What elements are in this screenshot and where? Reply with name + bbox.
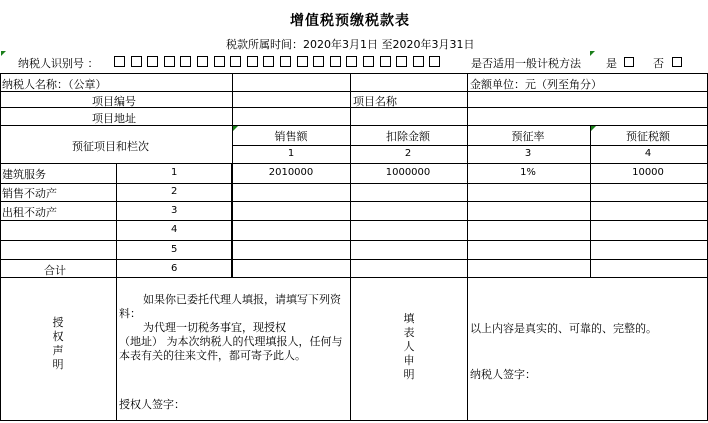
taxpayer-id-digit-box[interactable] — [313, 56, 324, 67]
column-header-label: 预征税额 — [626, 130, 670, 143]
cell-marker — [591, 126, 596, 131]
column-number: 1 — [287, 148, 295, 159]
row-index: 2 — [171, 186, 178, 197]
yes-checkbox[interactable] — [624, 57, 634, 67]
row-name: 合计 — [44, 264, 66, 277]
authorization-line1: 如果你已委托代理人填报，请填写下列资料： — [119, 293, 341, 320]
column-number: 3 — [524, 148, 532, 159]
no-checkbox[interactable] — [672, 57, 682, 67]
taxpayer-id-digit-box[interactable] — [164, 56, 175, 67]
amount-unit-label: 金额单位：元（列至角分） — [470, 78, 602, 91]
taxpayer-id-digit-box[interactable] — [413, 56, 424, 67]
taxpayer-id-digit-box[interactable] — [380, 56, 391, 67]
taxpayer-id-digit-box[interactable] — [346, 56, 357, 67]
prepay-items-header: 预征项目和栏次 — [72, 140, 149, 153]
taxpayer-id-digit-box[interactable] — [263, 56, 274, 67]
authorization-line2: 为代理一切税务事宜，现授权 — [143, 321, 286, 334]
yes-label: 是 — [606, 57, 617, 70]
row-tax-cell[interactable]: 10000 — [632, 167, 664, 178]
taxpayer-id-digit-box[interactable] — [363, 56, 374, 67]
cell-marker — [590, 51, 595, 56]
column-number: 2 — [404, 148, 412, 159]
general-method-question: 是否适用一般计税方法 — [471, 57, 581, 70]
authorization-line3: （地址） 为本次纳税人的代理填报人，任何与本表有关的往来文件，都可寄予此人。 — [119, 335, 343, 362]
row-index: 3 — [171, 205, 178, 216]
row-index: 4 — [171, 224, 178, 235]
taxpayer-id-digit-box[interactable] — [396, 56, 407, 67]
column-header-label: 扣除金额 — [386, 130, 430, 143]
taxpayer-id-digit-box[interactable] — [230, 56, 241, 67]
taxpayer-id-digit-box[interactable] — [147, 56, 158, 67]
row-index: 5 — [171, 244, 178, 255]
taxpayer-id-digit-box[interactable] — [297, 56, 308, 67]
taxpayer-id-digit-box[interactable] — [214, 56, 225, 67]
column-header-label: 预征率 — [511, 130, 545, 143]
taxpayer-id-label: 纳税人识别号 ： — [18, 57, 99, 70]
taxpayer-name-label: 纳税人名称：（公章） — [2, 78, 107, 91]
project-name-label: 项目名称 — [353, 95, 397, 108]
row-name: 销售不动产 — [2, 187, 57, 200]
authorization-signature[interactable]: 授权人签字： — [119, 398, 185, 411]
declaration-statement: 以上内容是真实的、可靠的、完整的。 — [470, 322, 657, 335]
row-rate-cell[interactable]: 1% — [520, 167, 536, 178]
declaration-vertical-label: 填表人申明 — [403, 312, 415, 381]
taxpayer-id-digit-box[interactable] — [247, 56, 258, 67]
project-number-label: 项目编号 — [92, 95, 136, 108]
taxpayer-id-digit-box[interactable] — [280, 56, 291, 67]
column-number: 4 — [644, 148, 652, 159]
form-title: 增值税预缴税款表 — [290, 13, 410, 29]
taxpayer-id-digit-box[interactable] — [114, 56, 125, 67]
declaration-signature[interactable]: 纳税人签字： — [470, 368, 536, 381]
row-name: 出租不动产 — [2, 206, 57, 219]
taxpayer-id-digit-box[interactable] — [330, 56, 341, 67]
project-address-label: 项目地址 — [92, 112, 136, 125]
row-name: 建筑服务 — [2, 168, 46, 181]
taxpayer-id-digit-box[interactable] — [180, 56, 191, 67]
cell-marker — [233, 126, 238, 131]
cell-marker — [1, 51, 6, 56]
row-index: 1 — [171, 167, 178, 178]
tax-period: 税款所属时间：2020年3月1日 至2020年3月31日 — [226, 38, 475, 51]
authorization-vertical-label: 授权声明 — [52, 316, 64, 371]
taxpayer-id-digit-box[interactable] — [197, 56, 208, 67]
taxpayer-id-digit-box[interactable] — [429, 56, 440, 67]
row-deduction-cell[interactable]: 1000000 — [385, 167, 431, 178]
no-label: 否 — [653, 57, 664, 70]
row-index: 6 — [171, 263, 178, 274]
row-sales-cell[interactable]: 2010000 — [268, 167, 314, 178]
column-header-label: 销售额 — [274, 130, 308, 143]
taxpayer-id-digit-box[interactable] — [131, 56, 142, 67]
